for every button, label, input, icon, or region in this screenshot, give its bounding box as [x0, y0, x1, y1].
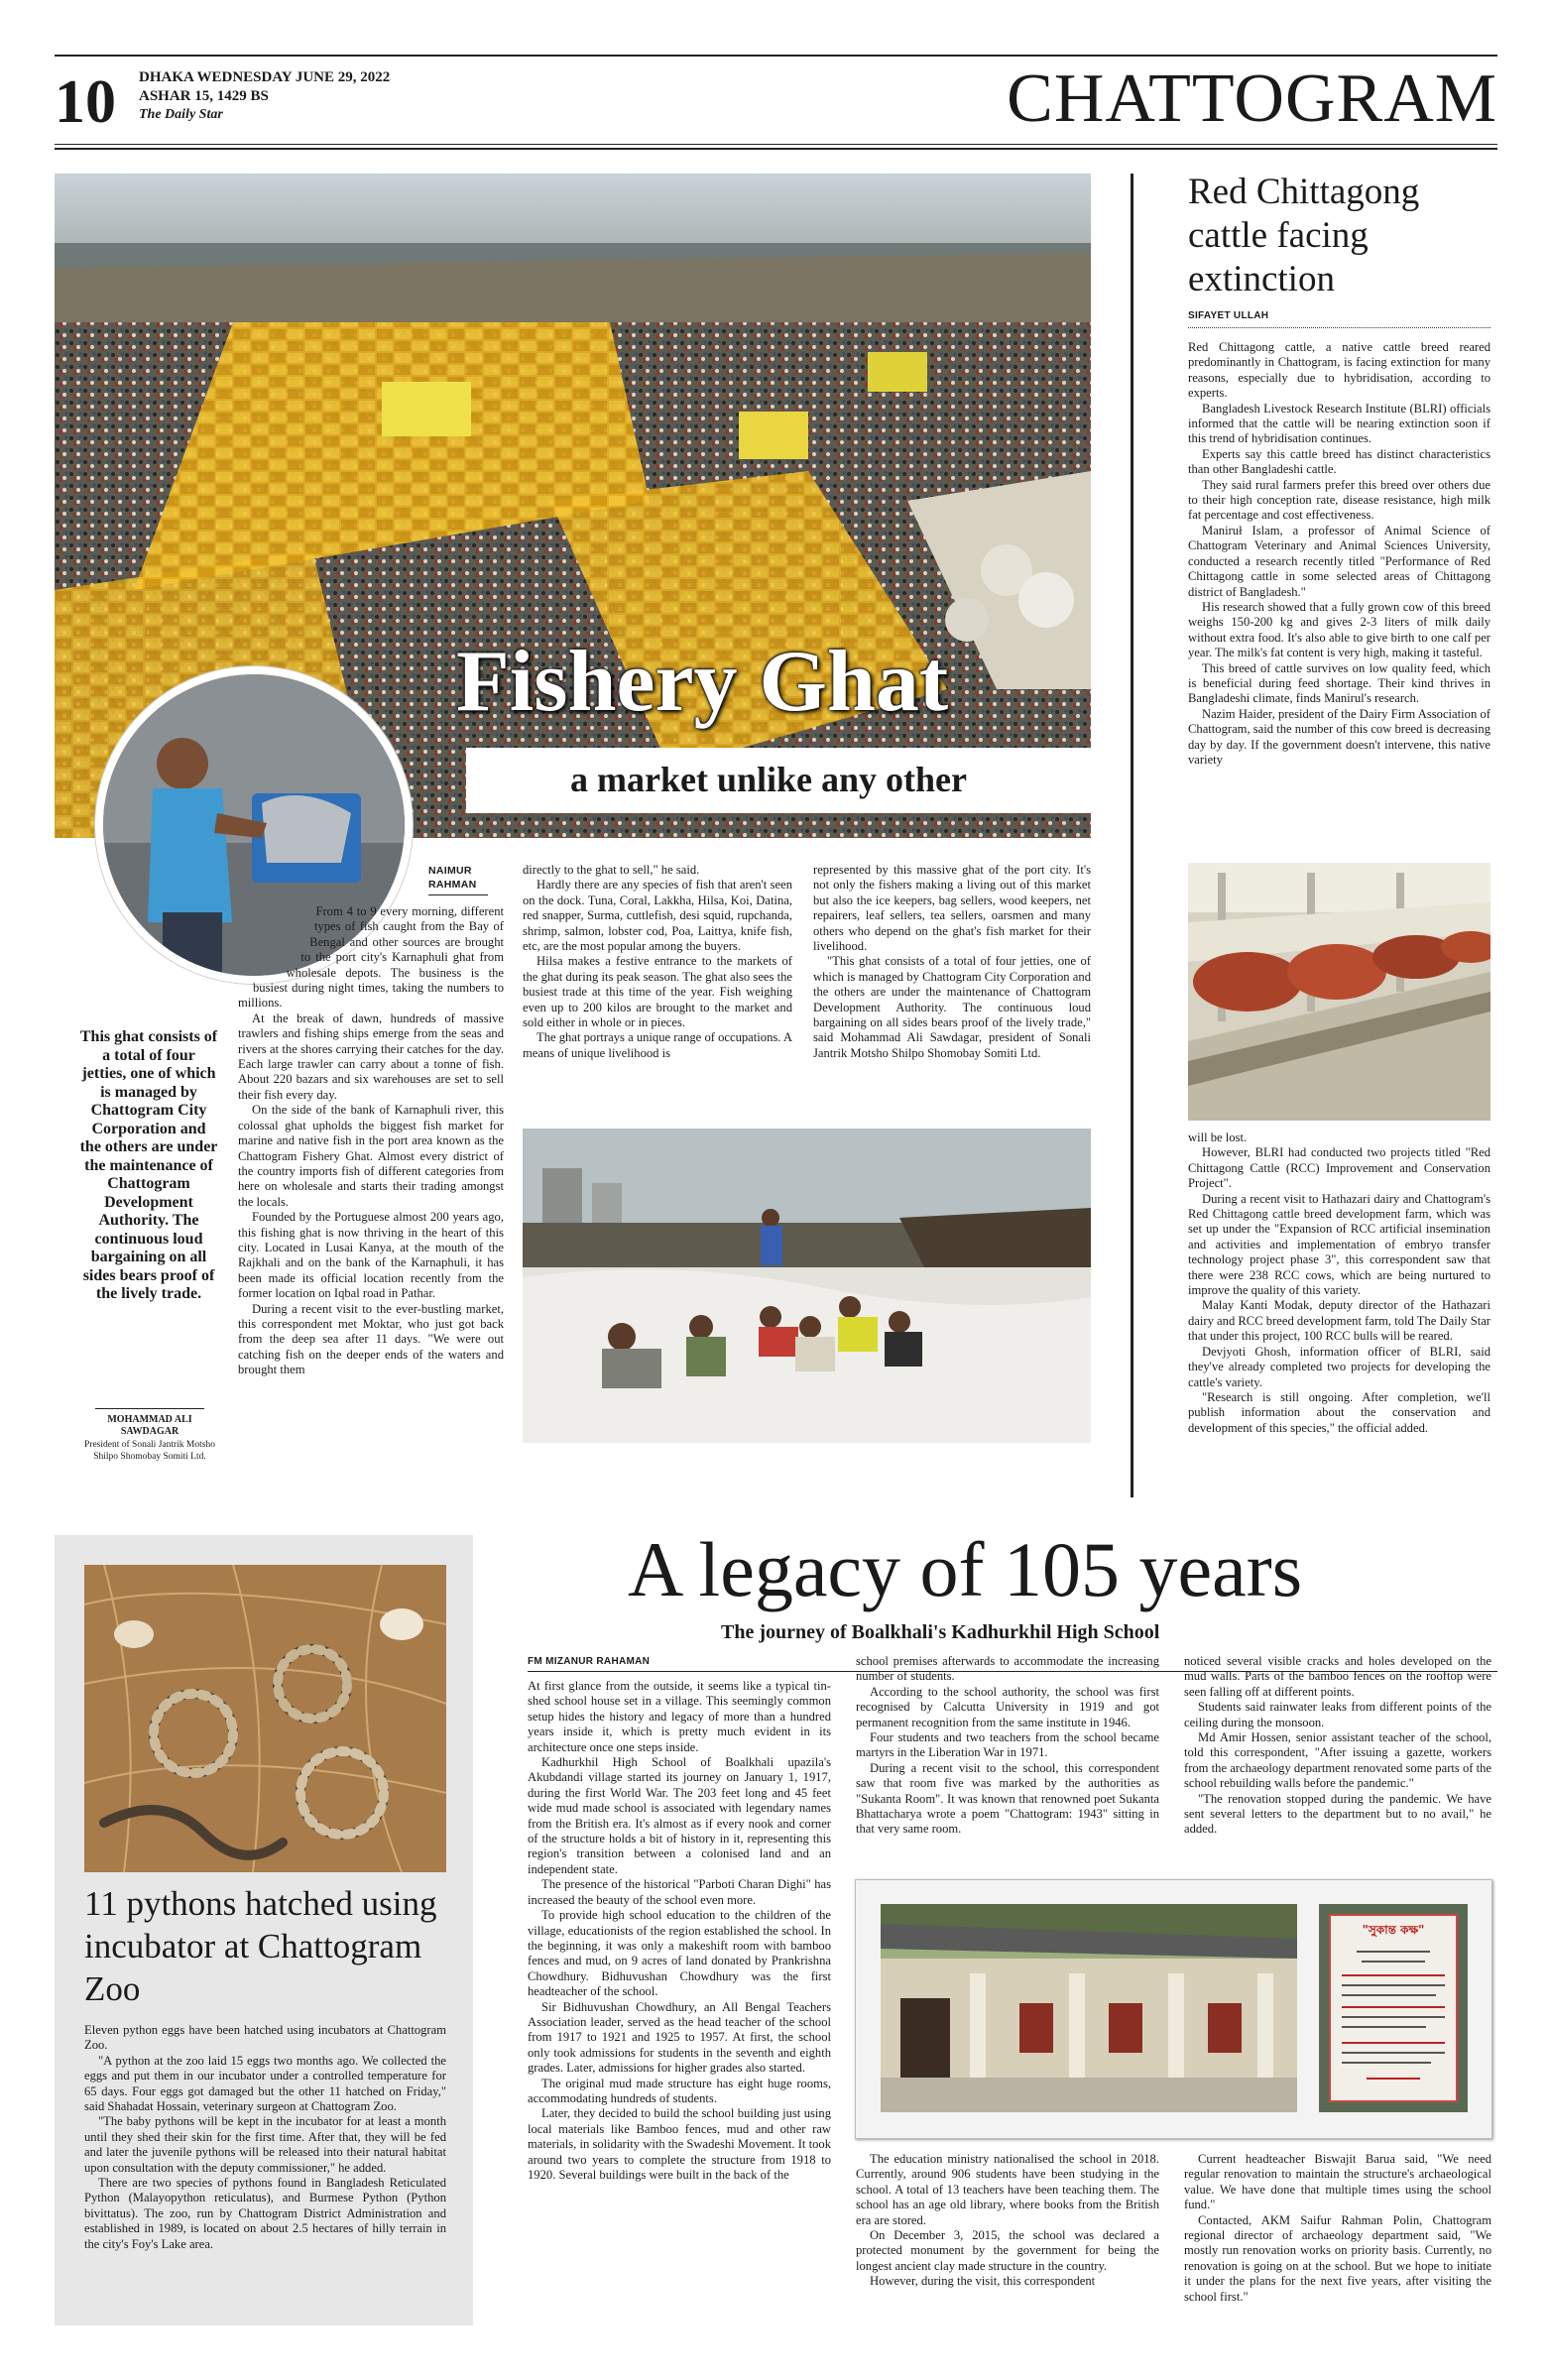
fishery-headline: Fishery Ghat [456, 634, 949, 730]
legacy-paragraph: Kadhurkhil High School of Boalkhali upazila's Akubdandi village started its journey on January 1, 1917, during the first World War. The 203 feet long and 45 feet wide mud made school is associated with legendary names from the British era. It's almost as if every nook and corner of the structure holds a bit of history in it, representing this region's transition between a colonised land and an independent state. [528, 1755, 831, 1876]
cattle-paragraph: Malay Kanti Modak, deputy director of the Hathazari dairy and RCC breed development farm, told The Daily Star that under this project, 100 RCC bulls will be reared. [1188, 1298, 1490, 1344]
fishery-paragraph: On the side of the bank of Karnaphuli river, this colossal ghat upholds the biggest fish market for marine and native fish in the port area known as the Chattogram Fishery Ghat. Almost every district of the country imports fish of different categories from here on wholesale and starts their trading amongst the locals. [238, 1103, 504, 1209]
cattle-paragraph: Nazim Haider, president of the Dairy Firm Association of Chattogram, said the number of this cow breed is decreasing day by day. If the government doesn't intervene, this native variety [1188, 706, 1490, 767]
python-paragraph: There are two species of pythons found in Bangladesh Reticulated Python (Malayopython reticulatus), and Burmese Python (Python bivittatus). The zoo, run by Chattogram District Administration and established in 1989, is located on about 2.5 hectares of hilly terrain in the city's Foy's Lake area. [84, 2176, 446, 2251]
legacy-paragraph: During a recent visit to the school, this correspondent saw that room five was marked by the authorities as "Sukanta Room". It was known that renowned poet Sukanta Bhattacharya wrote a poem "Chattogram: 1943" sitting in that very same room. [856, 1760, 1159, 1837]
cattle-bottom-text [1188, 1130, 1490, 1436]
legacy-paragraph: Sir Bidhuvushan Chowdhury, an All Bengal Teachers Association leader, served as the head teacher of the school from 1917 to 1921 and 1925 to 1957. At first, the school only took admissions for students in the seventh and eighth grades. Later, admissions for higher grades also started. [528, 1999, 831, 2076]
cattle-top-text [1188, 340, 1490, 768]
fishery-paragraph: Hilsa makes a festive entrance to the markets of the ghat during its peak season. The ghat also sees the busiest trade at this time of the year. Fish weighing even up to 200 kilos are brought to the market and sold either in whole or in pieces. [523, 954, 792, 1030]
fishery-subhead: a market unlike any other [570, 760, 967, 799]
legacy-headline: A legacy of 105 years [628, 1526, 1303, 1612]
legacy-paragraph: The original mud made structure has eight huge rooms, accommodating hundreds of students. [528, 2076, 831, 2105]
legacy-paragraph: "The renovation stopped during the pandemic. We have sent several letters to the department but to no avail," he added. [1184, 1791, 1491, 1837]
legacy-paragraph: To provide high school education to the children of the village, educationists of the region established the school. In the beginning, it was only a makeshift room with bamboo fences and mud, on 9 acres of land donated by Prankrishna Chowdhury. Bidhuvushan Chowdhury was the first headteacher of the school. [528, 1908, 831, 1999]
legacy-column-1 [528, 1679, 831, 2183]
cattle-paragraph: They said rural farmers prefer this breed over others due to their high conception rate, disease resistance, high milk fat percentage and cost effectiveness. [1188, 477, 1490, 523]
cattle-paragraph: Bangladesh Livestock Research Institute (BLRI) officials informed that the cattle will be nearing extinction soon if this trend of hybridisation continues. [1188, 401, 1490, 446]
fishery-paragraph: During a recent visit to the ever-bustling market, this correspondent met Moktar, who just got back from the deep sea after 11 days. "We were out catching fish on the deeper ends of the waters and brought them [238, 1301, 504, 1377]
python-paragraph: "The baby pythons will be kept in the incubator for at least a month until they shed their skin for the first time. After that, they will be fed and later the juvenile pythons will be released into their natural habitat upon consultation with the deputy commissioner," he added. [84, 2114, 446, 2175]
school-building-photo [881, 1904, 1297, 2112]
python-paragraph: Eleven python eggs have been hatched using incubators at Chattogram Zoo. [84, 2023, 446, 2053]
fishery-paragraph: "This ghat consists of a total of four jetties, one of which is managed by Chattogram City Corporation and the others are under the maintenance of Chattogram Development Authority. The continuous loud bargaining on all sides bears proof of the lively trade," said Mohammad Ali Sawdagar, president of Sonali Jantrik Motsho Shilpo Shomobay Somiti Ltd. [813, 954, 1091, 1060]
legacy-column-2-lower [856, 2152, 1159, 2290]
legacy-paragraph: Current headteacher Biswajit Barua said, "We need regular renovation to maintain the structure's archaeological value. We have done that multiple times using the school fund." [1184, 2152, 1491, 2212]
cattle-paragraph: Red Chittagong cattle, a native cattle breed reared predominantly in Chattogram, is facing extinction for many reasons, especially due to hybridisation, according to experts. [1188, 340, 1490, 401]
fishery-paragraph: represented by this massive ghat of the port city. It's not only the fishers making a living out of this market but also the ice keepers, bag sellers, wood keepers, net repairers, leaf sellers, tea sellers, oarsmen and many others who depend on the ghat's fish market for their livelihood. [813, 863, 1091, 954]
fishery-byline-first: NAIMUR [428, 865, 472, 877]
cattle-paragraph: During a recent visit to Hathazari dairy and Chattogram's Red Chittagong cattle breed development farm, which was set up under the "Expansion of RCC artificial insemination and activities and implementation of embryo transfer technology project phase 3", this correspondent saw that there were 238 RCC cows, which are being nurtured to improve the quality of this variety. [1188, 1191, 1490, 1298]
legacy-byline: FM MIZANUR RAHAMAN [528, 1656, 651, 1667]
salt-workers-photo [523, 1129, 1091, 1443]
python-headline: 11 pythons hatched using incubator at Chattogram Zoo [84, 1884, 437, 2008]
python-text [84, 2023, 446, 2252]
fishery-column-1 [238, 904, 504, 1378]
red-cattle-photo [1188, 863, 1490, 1121]
legacy-paragraph: Contacted, AKM Saifur Rahman Polin, Chattogram regional director of archaeology department said, "We mostly run renovation works on priority basis. Currently, no renovation is going on at the school. But we hope to initiate it under the plans for the next five years, after visiting the school first." [1184, 2212, 1491, 2304]
cattle-byline: SIFAYET ULLAH [1188, 310, 1269, 321]
cattle-paragraph: will be lost. [1188, 1130, 1248, 1144]
legacy-paragraph: Students said rainwater leaks from different points of the ceiling during the monsoon. [1184, 1700, 1491, 1729]
legacy-paragraph: Later, they decided to build the school building just using local materials like Bamboo fences, mud and other raw materials, in solidarity with the Swadeshi Movement. It took around two years to complete the structure from 1918 to 1920. Several buildings were built in the back of the [528, 2106, 831, 2182]
legacy-paragraph: According to the school authority, the school was first recognised by Calcutta University in 1919 and got permanent recognition from the same institute in 1946. [856, 1684, 1159, 1729]
page-number: 10 [55, 68, 116, 136]
cattle-paragraph: However, BLRI had conducted two projects titled "Red Chittagong Cattle (RCC) Improvement and Conservation Project". [1188, 1145, 1490, 1191]
legacy-paragraph: On December 3, 2015, the school was declared a protected monument by the government for being the longest ancient clay made structure in the country. [856, 2228, 1159, 2273]
fishery-column-2 [523, 863, 792, 1061]
fishery-paragraph: At the break of dawn, hundreds of massive trawlers and fishing ships emerge from the seas and rivers at the shores carrying their catches for the day. Each large trawler can carry about a tonne of fish. About 220 bazars and six warehouses are set to sell their fish every day. [238, 1011, 504, 1102]
fishery-paragraph: The ghat portrays a unique range of occupations. A means of unique livelihood is [523, 1030, 792, 1060]
python-hatchlings-photo [84, 1565, 446, 1872]
cattle-paragraph: Devjyoti Ghosh, information officer of BLRI, said they've already completed two projects for developing the cattle's variety. [1188, 1344, 1490, 1389]
legacy-paragraph: The education ministry nationalised the school in 2018. Currently, around 906 students have been studying in the school. A total of 13 teachers have been teaching them. The school has an age old library, where books from the British era are stored. [856, 2152, 1159, 2227]
legacy-column-3-lower [1184, 2152, 1491, 2305]
legacy-paragraph: At first glance from the outside, it seems like a typical tin-shed school house set in a village. This seemingly common setup hides the history and legacy of more than a hundred years inside it, which is pretty much evident in its architecture once one steps inside. [528, 1679, 831, 1754]
fishery-paragraph: Founded by the Portuguese almost 200 years ago, this fishing ghat is now thriving in the heart of this city. Located in Lusai Kanya, at the mouth of the Rajkhali and on the bank of the Karnaphuli, it has been made its official location recently from the former location on Iqbal road in Pathar. [238, 1210, 504, 1301]
cattle-paragraph: Maniruł Islam, a professor of Animal Science of Chattogram Veterinary and Animal Sciences University, conducted a research recently titled "Performance of Red Chittagong cattle in some selected areas of Chittagong district of Bangladesh." [1188, 523, 1490, 599]
date-line: DHAKA WEDNESDAY JUNE 29, 2022 [139, 69, 391, 85]
legacy-paragraph: The presence of the historical "Parboti Charan Dighi" has increased the beauty of the school even more. [528, 1877, 831, 1907]
python-paragraph: "A python at the zoo laid 15 eggs two months ago. We collected the eggs and put them in our incubator under a controlled temperature for 65 days. Four eggs got damaged but the other 11 hatched on Friday," said Shahadat Hossain, veterinary surgeon at Chattogram Zoo. [84, 2053, 446, 2114]
paper-logo: The Daily Star [139, 107, 223, 122]
legacy-paragraph: However, during the visit, this correspondent [870, 2274, 1096, 2289]
quote-attribution-name: MOHAMMAD ALI SAWDAGAR [107, 1414, 192, 1437]
fishery-paragraph: directly to the ghat to sell," he said. [523, 863, 700, 877]
sign-title: "সুকান্ত কক্ষ" [1362, 1923, 1425, 1937]
fishery-column-3 [813, 863, 1091, 1061]
legacy-subhead: The journey of Boalkhali's Kadhurkhil High School [721, 1621, 1160, 1643]
sukanta-room-sign-photo [1319, 1904, 1468, 2112]
legacy-column-2 [856, 1654, 1159, 1838]
fishery-paragraph: Hardly there are any species of fish that aren't seen on the dock. Tuna, Coral, Lakkha, Hilsa, Koi, Datina, red snapper, Surma, cuttlefish, desi squid, rupchanda, shrimp, salmon, lobster cod, Poa, Laittya, knife fish, etc, are the most popular among the buyers. [523, 878, 792, 954]
cattle-headline: Red Chittagong cattle facing extinction [1188, 172, 1420, 299]
legacy-paragraph: noticed several visible cracks and holes developed on the mud walls. Parts of the bamboo fences on the rooftop were seen falling off at different points. [1184, 1654, 1491, 1699]
fishery-paragraph: From 4 to 9 every morning, different types of fish caught from the Bay of Bengal and other sources are brought to the port city's Karnaphuli ghat from wholesale depots. The business is the busiest during night times, taking the numbers to millions. [238, 904, 504, 1011]
legacy-paragraph: Md Amir Hossen, senior assistant teacher of the school, told this correspondent, "After issuing a gazette, workers from the archaeology department renovated some parts of the school rebuilding walls before the pandemic." [1184, 1730, 1491, 1791]
legacy-column-3 [1184, 1654, 1491, 1838]
cattle-paragraph: Experts say this cattle breed has distinct characteristics than other Bangladeshi cattle. [1188, 446, 1490, 477]
section-title: CHATTOGRAM [1007, 60, 1497, 137]
legacy-paragraph: school premises afterwards to accommodate the increasing number of students. [856, 1654, 1159, 1684]
cattle-paragraph: "Research is still ongoing. After completion, we'll publish information about the conservation and development of this species," the official added. [1188, 1389, 1490, 1435]
cattle-paragraph: This breed of cattle survives on low quality feed, which is beneficial during feed shortage. Their kind thrives in Bangladeshi climate, finds Manirul's research. [1188, 660, 1490, 706]
fishery-byline-last: RAHMAN [428, 879, 477, 891]
quote-attribution-title: President of Sonali Jantrik Motsho Shilpo Shomobay Somiti Ltd. [84, 1440, 215, 1462]
fishery-pullquote: This ghat consists of a total of four jetties, one of which is managed by Chattogram City Corporation and the others are under the maintenance of Chattogram Development Authority. The continuous loud bargaining on all sides bears proof of the lively trade. [79, 1028, 218, 1302]
bangla-date: ASHAR 15, 1429 BS [139, 88, 269, 104]
cattle-paragraph: His research showed that a fully grown cow of this breed weighs 150-200 kg and gives 2-3 liters of milk daily without extra food. It's also able to give birth to one calf per year. The milk's fat content is very high, making it tasteful. [1188, 599, 1490, 660]
legacy-paragraph: Four students and two teachers from the school became martyrs in the Liberation War in 1971. [856, 1730, 1159, 1760]
